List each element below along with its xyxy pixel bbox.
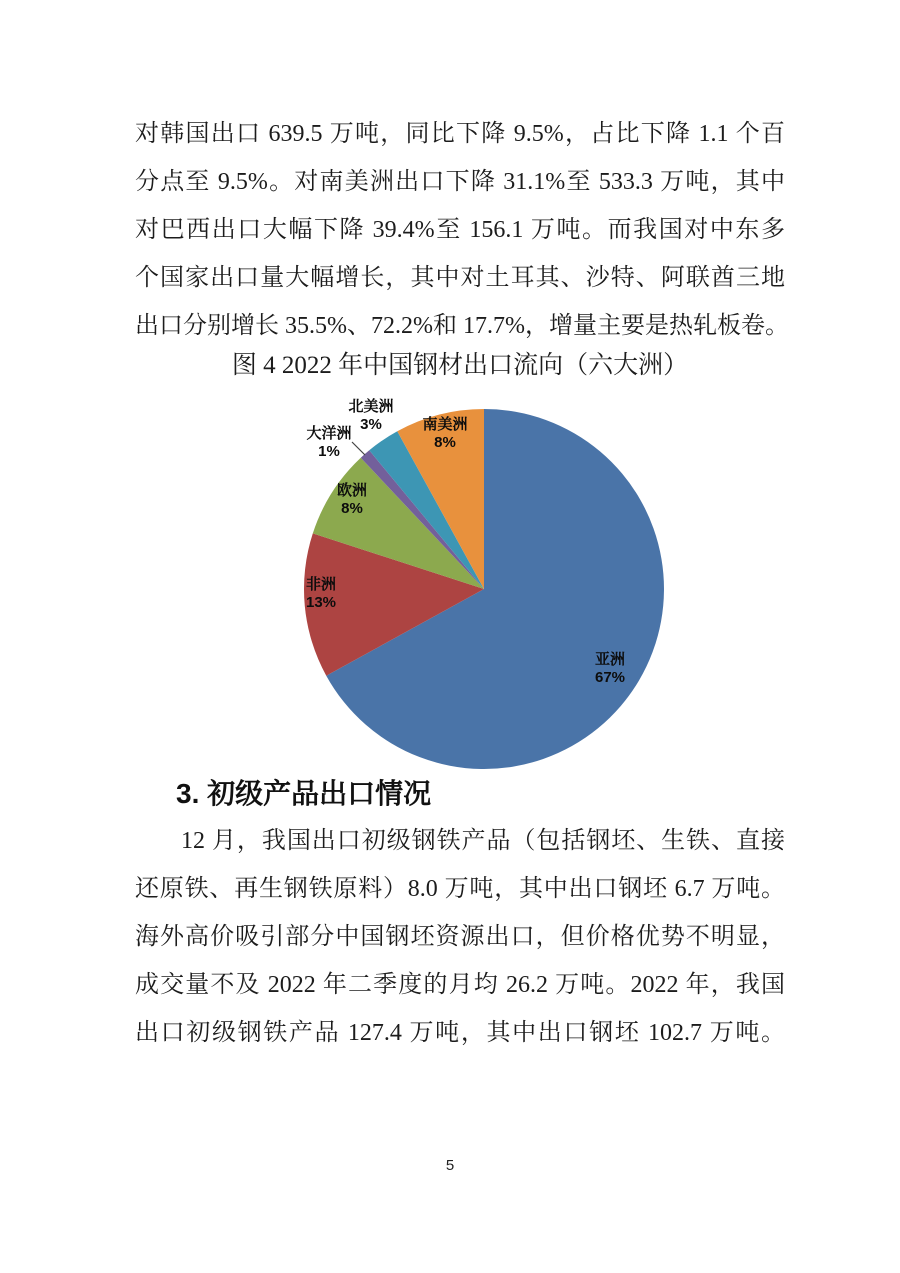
- pie-label-north-america: 北美洲 3%: [348, 398, 394, 433]
- pie-label-africa: 非洲 13%: [305, 576, 337, 611]
- text-line: 出口初级钢铁产品 127.4 万吨，其中出口钢坯 102.7 万吨。: [135, 1020, 785, 1046]
- text-line: 12 月，我国出口初级钢铁产品（包括钢坯、生铁、直接: [181, 828, 785, 854]
- body-paragraph-1: [135, 110, 789, 350]
- pie-label-asia: 亚洲 67%: [594, 651, 626, 686]
- pie-label-europe: 欧洲 8%: [336, 482, 367, 517]
- pie-chart-figure: [0, 369, 900, 789]
- text-line: 个国家出口量大幅增长，其中对土耳其、沙特、阿联酋三地: [135, 265, 785, 291]
- text-line: 对巴西出口大幅下降 39.4%至 156.1 万吨。而我国对中东多: [135, 217, 785, 243]
- body-paragraph-2: [135, 817, 785, 1057]
- pie-label-oceania: 大洋洲 1%: [306, 425, 352, 460]
- text-line: 还原铁、再生钢铁原料）8.0 万吨，其中出口钢坯 6.7 万吨。: [135, 876, 785, 902]
- pie-label-south-america: 南美洲 8%: [422, 416, 468, 451]
- text-line: 对韩国出口 639.5 万吨，同比下降 9.5%，占比下降 1.1 个百: [135, 121, 785, 147]
- figure-caption: 图 4 2022 年中国钢材出口流向（六大洲）: [231, 352, 689, 379]
- section-heading: 3. 初级产品出口情况: [176, 778, 432, 809]
- text-line: 成交量不及 2022 年二季度的月均 26.2 万吨。2022 年，我国: [135, 972, 785, 998]
- text-line: 出口分别增长 35.5%、72.2%和 17.7%，增量主要是热轧板卷。: [135, 313, 789, 339]
- text-line: 海外高价吸引部分中国钢坯资源出口，但价格优势不明显，: [135, 924, 785, 950]
- text-line: 分点至 9.5%。对南美洲出口下降 31.1%至 533.3 万吨，其中: [135, 169, 785, 195]
- page-number: 5: [445, 1157, 455, 1174]
